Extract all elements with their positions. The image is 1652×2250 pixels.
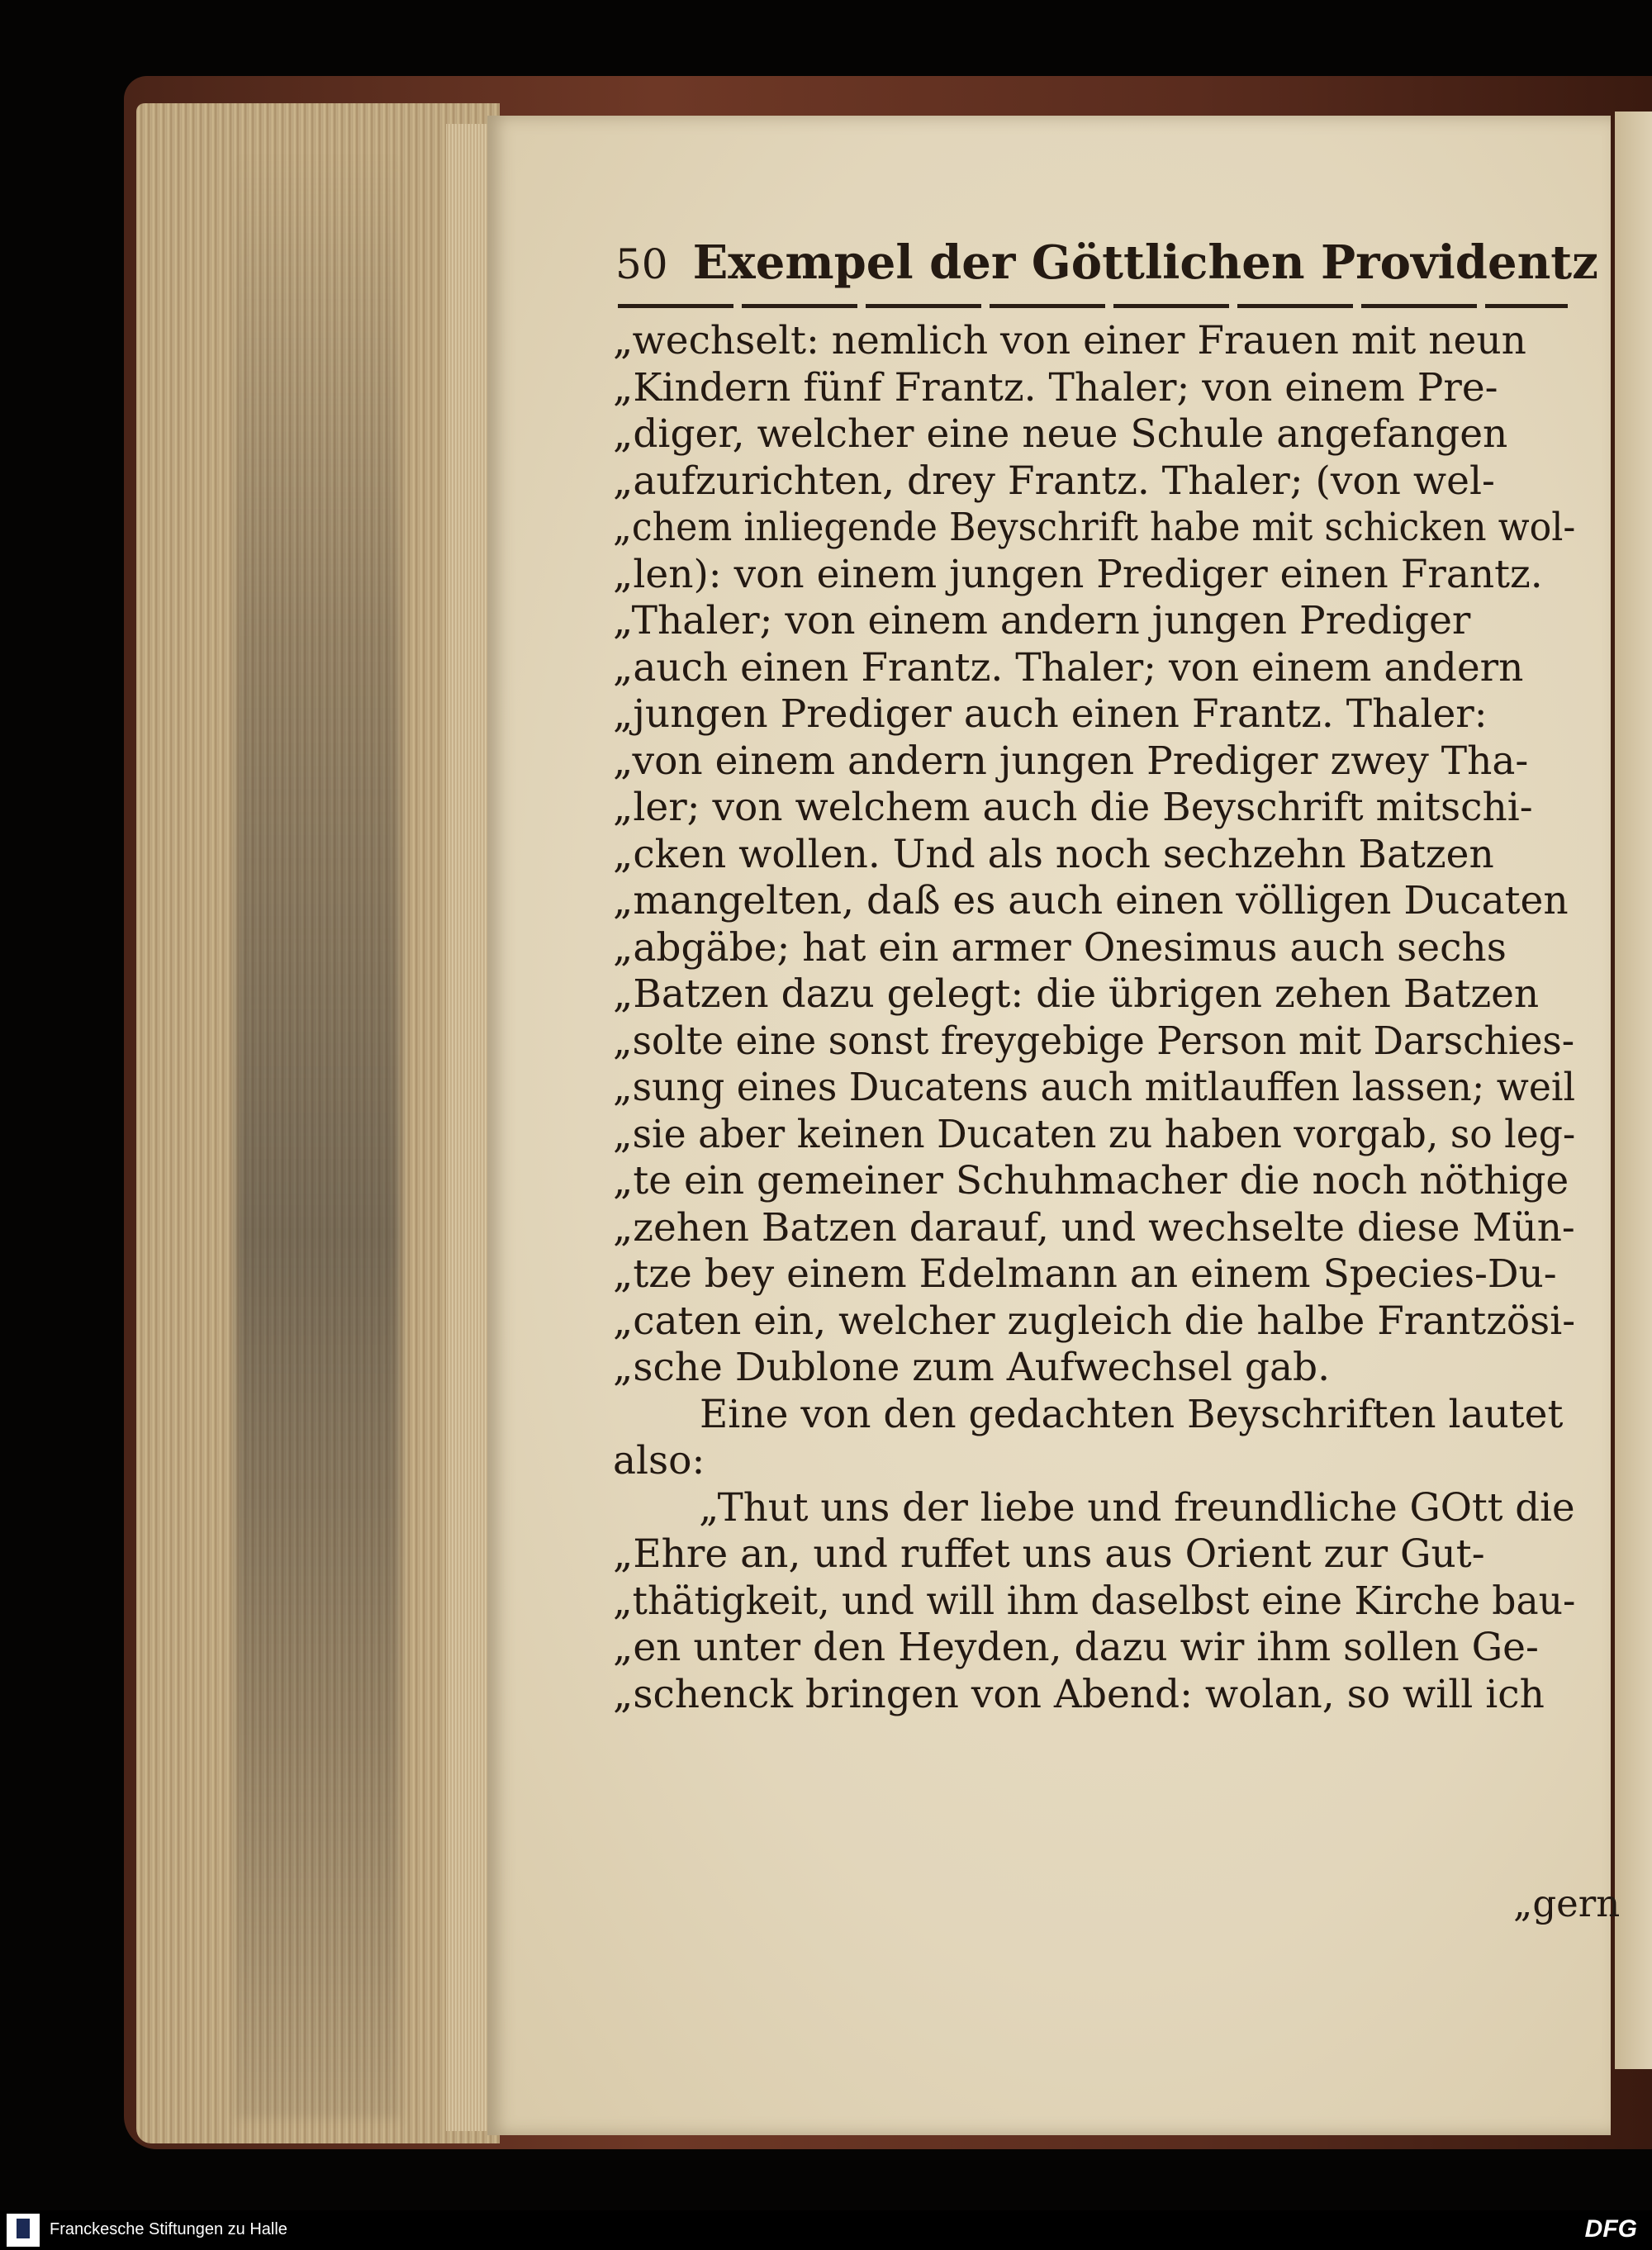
page-header [615, 235, 1598, 301]
text-line: „tze bey einem Edelmann an einem Species-Du- [613, 1251, 1557, 1297]
text-line: „sie aber keinen Ducaten zu haben vorgab, so leg- [613, 1111, 1575, 1157]
text-line: „Kindern fünf Frantz. Thaler; von einem Pre- [613, 364, 1498, 411]
page-number: 50 [615, 240, 668, 288]
body-text [613, 318, 1575, 1718]
dfg-logo: DFG [1584, 2215, 1637, 2243]
text-line: „ler; von welchem auch die Beyschrift mitschi- [613, 785, 1533, 830]
text-line: „auch einen Frantz. Thaler; von einem andern [613, 644, 1524, 691]
text-line: „chem inliegende Beyschrift habe mit schicken wol- [613, 505, 1575, 550]
text-line: „Thut uns der liebe und freundliche GOtt die [699, 1484, 1575, 1531]
text-line: Eine von den gedachten Beyschriften lautet [700, 1391, 1564, 1437]
text-line: „diger, welcher eine neue Schule angefangen [613, 411, 1508, 457]
text-line: „solte eine sonst freygebige Person mit Darschies- [613, 1018, 1575, 1064]
text-line: also: [613, 1438, 705, 1483]
text-line: „cken wollen. Und als noch sechzehn Batzen [613, 831, 1494, 877]
text-line: „jungen Prediger auch einen Frantz. Thaler: [613, 691, 1488, 737]
text-line: „Ehre an, und ruffet uns aus Orient zur Gut- [613, 1531, 1485, 1577]
running-title: Exempel der Göttlichen Providentz [692, 235, 1598, 290]
footer-bar [0, 2210, 1652, 2250]
text-line: „te ein gemeiner Schuhmacher die noch nöthige [613, 1158, 1569, 1203]
text-line: „sche Dublone zum Aufwechsel gab. [613, 1345, 1331, 1390]
page-edge-strip [446, 124, 487, 2131]
text-line: „aufzurichten, drey Frantz. Thaler; (von wel- [613, 458, 1495, 504]
text-line: „caten ein, welcher zugleich die halbe Frantzösi- [613, 1298, 1575, 1344]
text-line: „schenck bringen von Abend: wolan, so will ich [613, 1671, 1545, 1717]
text-line: „zehen Batzen darauf, und wechselte diese Mün- [613, 1204, 1575, 1251]
text-line: „abgäbe; hat ein armer Onesimus auch sechs [613, 924, 1507, 971]
institution-logo-icon [7, 2214, 40, 2247]
text-line: „Batzen dazu gelegt: die übrigen zehen Batzen [613, 971, 1540, 1017]
header-rule [618, 304, 1568, 308]
text-line: „thätigkeit, und will ihm daselbst eine Kirche bau- [613, 1578, 1575, 1624]
text-line: „sung eines Ducatens auch mitlauffen lassen; weil [613, 1065, 1576, 1110]
text-line: „mangelten, daß es auch einen völligen Ducaten [613, 878, 1569, 923]
text-line: „von einem andern jungen Prediger zwey Tha- [613, 738, 1529, 784]
page-edges [136, 103, 500, 2143]
catchword: „gern [1513, 1882, 1621, 1925]
text-line: „en unter den Heyden, dazu wir ihm sollen Ge- [613, 1625, 1539, 1670]
text-line: „len): von einem jungen Prediger einen Frantz. [613, 551, 1543, 597]
facing-page-edge [1615, 112, 1652, 2069]
institution-name: Franckesche Stiftungen zu Halle [50, 2220, 287, 2238]
text-line: „wechselt: nemlich von einer Frauen mit neun [613, 318, 1526, 363]
text-line: „Thaler; von einem andern jungen Prediger [613, 598, 1471, 643]
